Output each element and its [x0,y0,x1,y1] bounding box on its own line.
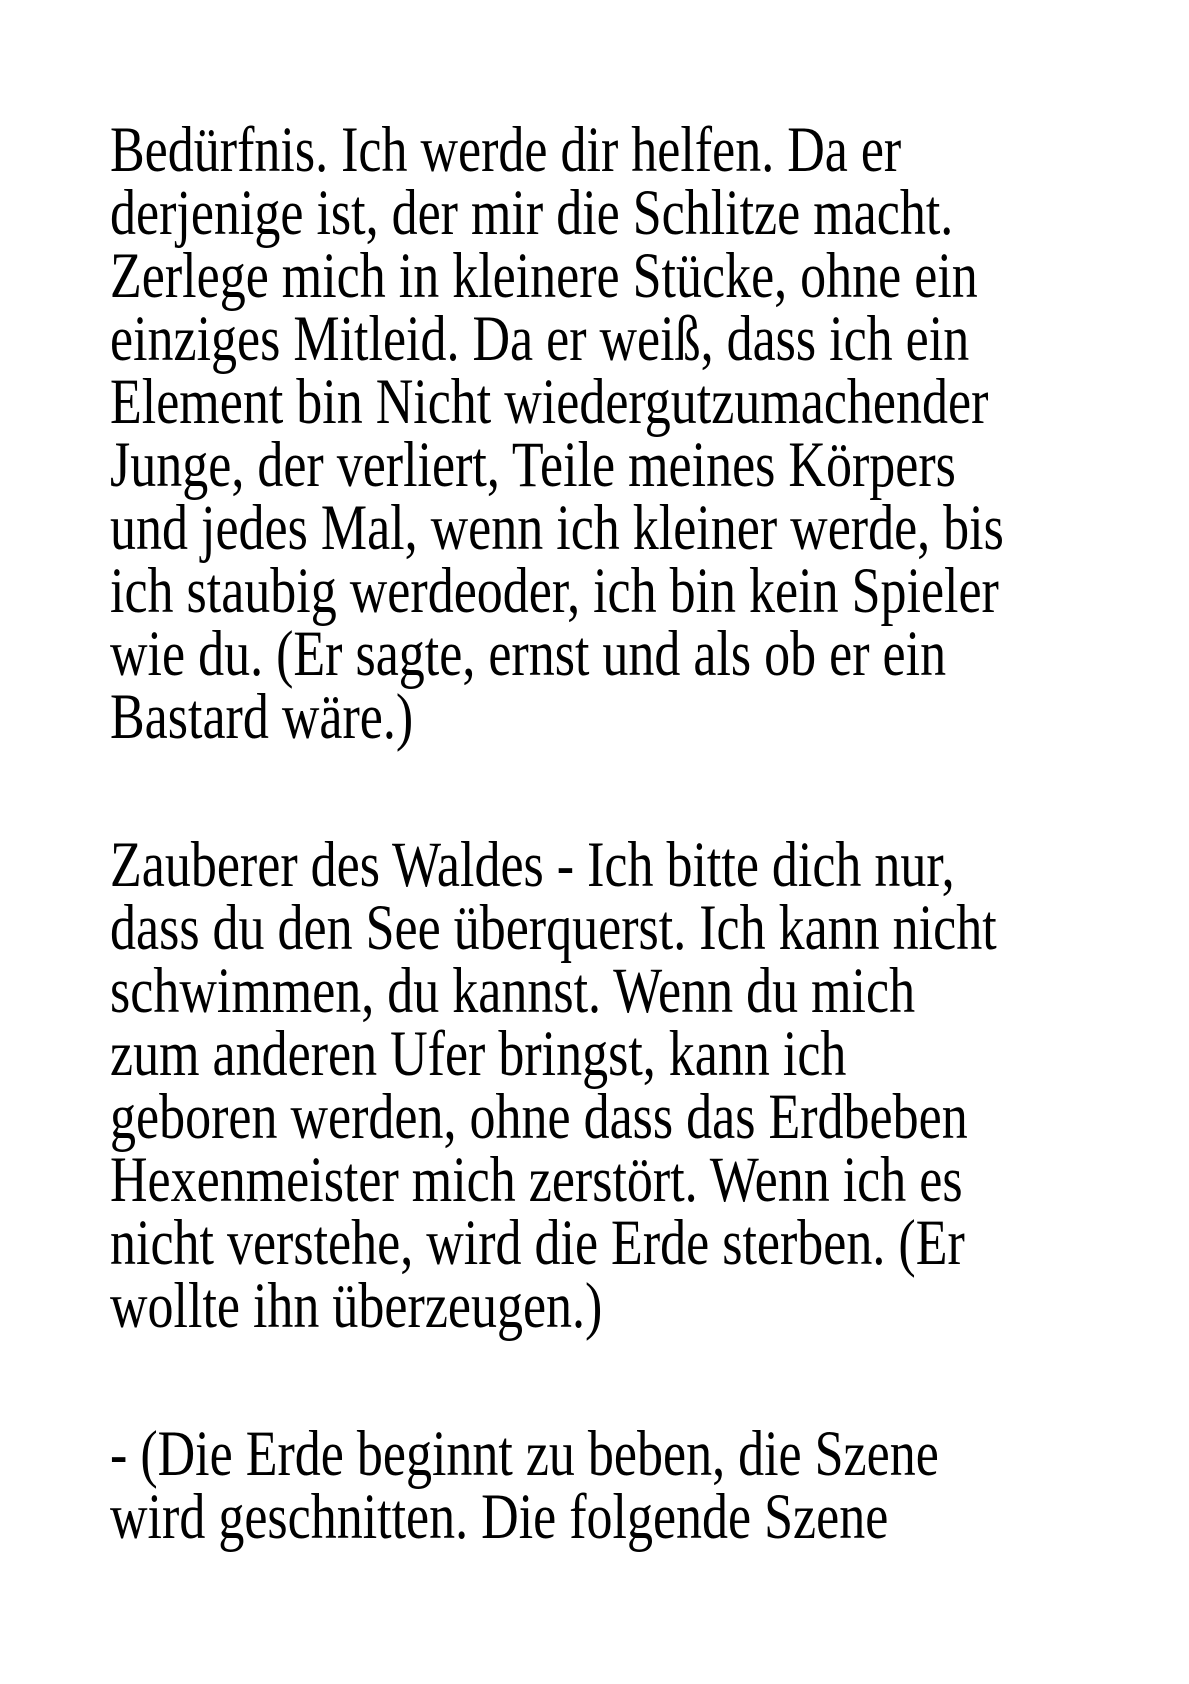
text-line: ich staubig werdeoder, ich bin kein Spieler [110,555,999,627]
paragraph [110,1418,1129,1553]
text-line: - (Die Erde beginnt zu beben, die Szene [110,1418,939,1490]
text-line: nicht verstehe, wird die Erde sterben. (Er [110,1207,965,1279]
text-line: wie du. (Er sagte, ernst und als ob er ein [110,618,947,690]
text-line: Bastard wäre.) [110,681,414,753]
text-line: Junge, der verliert, Teile meines Körpers [110,429,956,501]
text-line: Zauberer des Waldes - Ich bitte dich nur, [110,829,955,901]
paragraph [110,114,1129,753]
text-line: dass du den See überquerst. Ich kann nicht [110,892,997,964]
text-line: derjenige ist, der mir die Schlitze macht. [110,177,954,249]
text-line: Zerlege mich in kleinere Stücke, ohne ein [110,240,978,312]
text-line: Element bin Nicht wiedergutzumachender [110,366,989,438]
text-line: Hexenmeister mich zerstört. Wenn ich es [110,1144,963,1216]
text-line: schwimmen, du kannst. Wenn du mich [110,955,916,1027]
text-line: wird geschnitten. Die folgende Szene [110,1481,889,1553]
text-line: geboren werden, ohne dass das Erdbeben [110,1081,968,1153]
paragraph [110,829,1129,1342]
text-line: zum anderen Ufer bringst, kann ich [110,1018,847,1090]
text-line: einziges Mitleid. Da er weiß, dass ich ein [110,303,970,375]
text-line: wollte ihn überzeugen.) [110,1270,603,1342]
text-line: Bedürfnis. Ich werde dir helfen. Da er [110,114,902,186]
text-content [110,114,1129,1634]
text-line: und jedes Mal, wenn ich kleiner werde, bis [110,492,1004,564]
